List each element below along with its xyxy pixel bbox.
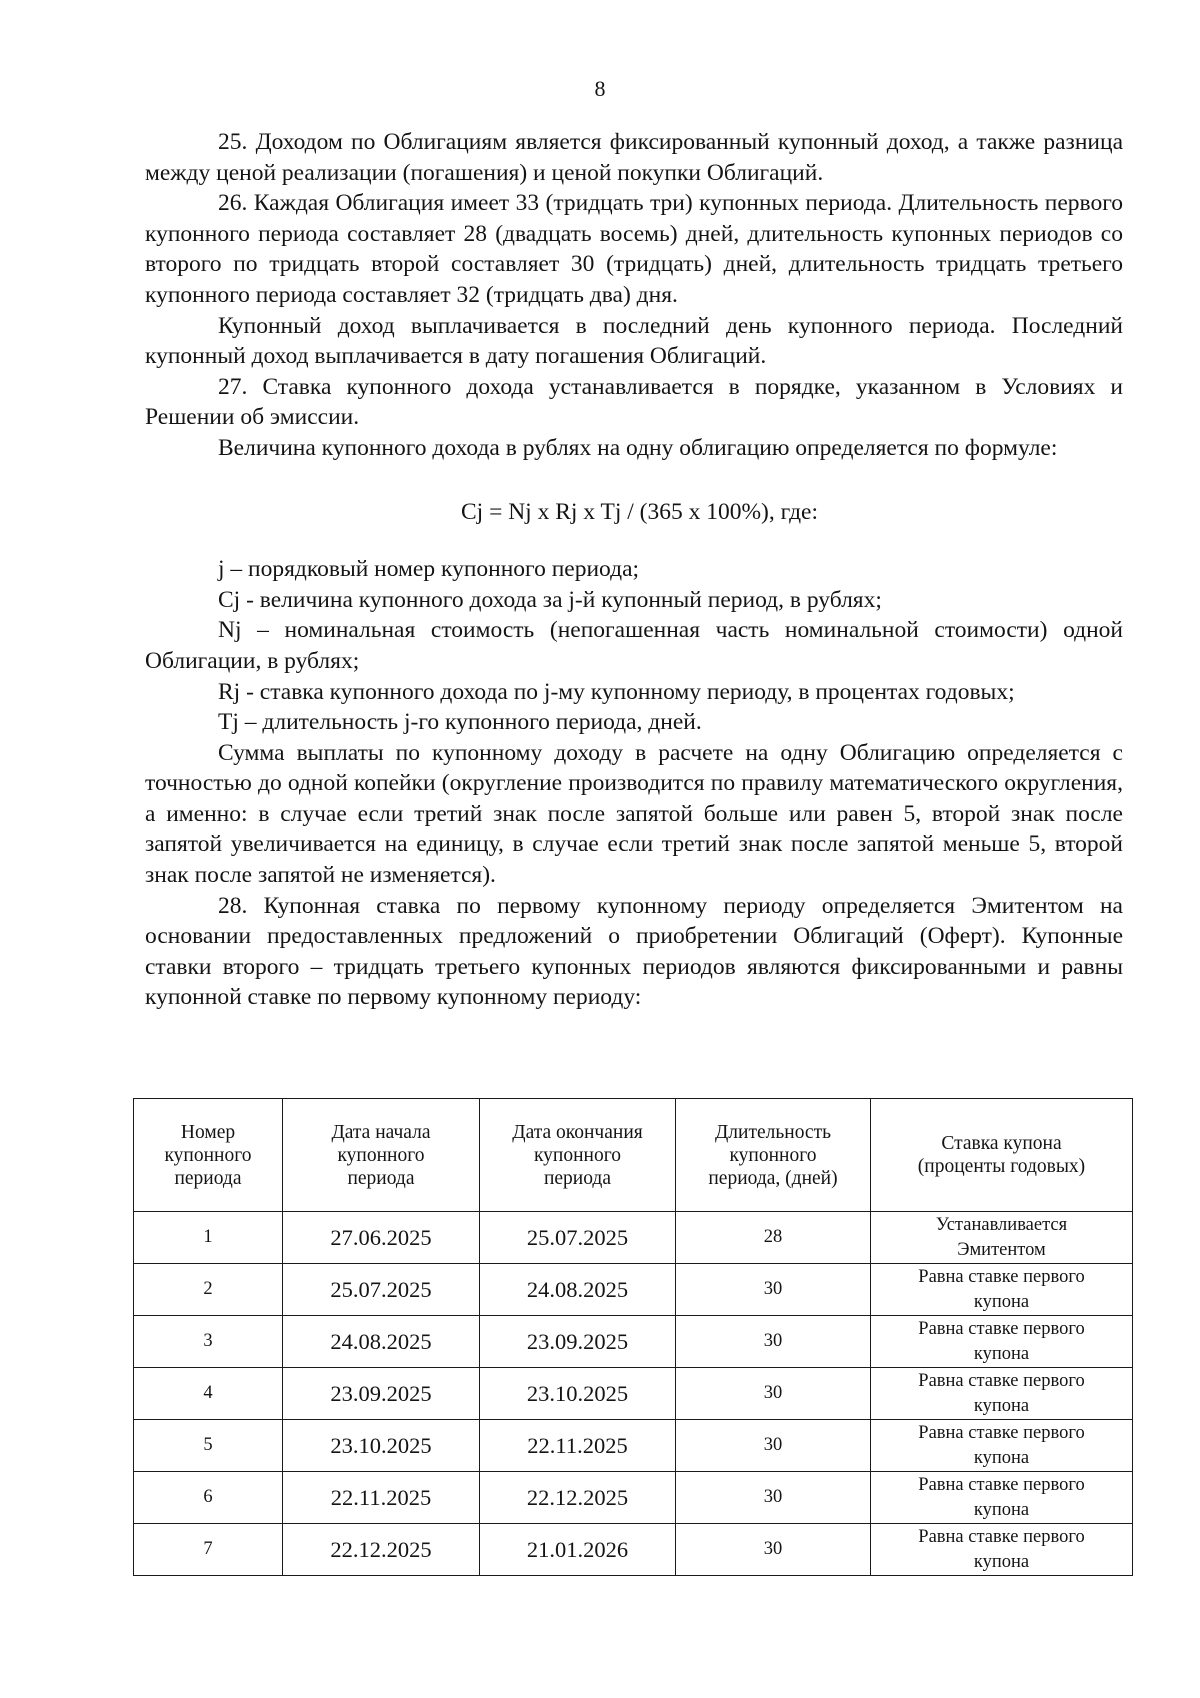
table-row (134, 1524, 1133, 1576)
paragraph-coupon-payment: Купонный доход выплачивается в последний день купонного периода. Последний купонный доход выплачивается в дату погашения Облигаций. (145, 312, 1123, 370)
table-row (134, 1212, 1133, 1264)
page-number: 8 (594, 76, 606, 101)
paragraph-26: 26. Каждая Облигация имеет 33 (тридцать три) купонных периода. Длительность первого купонного периода составляет 28 (двадцать восемь) дней, длительность купонных периодов со второго по тридцать второй составляет 30 (тридцать) дней, длительность тридцать третьего купонного периода составляет 32 (тридцать два) дня. (145, 190, 1123, 308)
table-header-row (134, 1099, 1133, 1212)
cell-end-date: 22.12.2025 (480, 1472, 676, 1524)
cell-end-date: 25.07.2025 (480, 1212, 676, 1264)
cell-period-number: 4 (134, 1368, 283, 1420)
cell-period-number: 5 (134, 1420, 283, 1472)
cell-coupon-rate: Равна ставке первого купона (871, 1316, 1133, 1368)
cell-coupon-rate: Равна ставке первого купона (871, 1420, 1133, 1472)
definition-j: j – порядковый номер купонного периода; (218, 556, 640, 583)
cell-start-date: 25.07.2025 (283, 1264, 480, 1316)
cell-coupon-rate: Равна ставке первого купона (871, 1264, 1133, 1316)
header-duration: Длительность купонного периода, (дней) (676, 1099, 871, 1212)
cell-end-date: 23.09.2025 (480, 1316, 676, 1368)
table-row (134, 1420, 1133, 1472)
cell-duration: 30 (676, 1472, 871, 1524)
cell-duration: 30 (676, 1524, 871, 1576)
header-start-date: Дата начала купонного периода (283, 1099, 480, 1212)
cell-period-number: 1 (134, 1212, 283, 1264)
paragraph-rounding: Сумма выплаты по купонному доходу в расчете на одну Облигацию определяется с точностью до одной копейки (округление производится по правилу математического округления, а именно: в случае если третий знак после запятой больше или равен 5, второй знак после запятой увеличивается на единицу, в случае если третий знак после запятой меньше 5, второй знак после запятой не изменяется). (145, 739, 1123, 889)
cell-end-date: 24.08.2025 (480, 1264, 676, 1316)
cell-start-date: 23.10.2025 (283, 1420, 480, 1472)
paragraph-28: 28. Купонная ставка по первому купонному периоду определяется Эмитентом на основании предоставленных предложений о приобретении Облигаций (Оферт). Купонные ставки второго – тридцать третьего купонных периодов являются фиксированными и равны купонной ставке по первому купонному периоду: (145, 892, 1123, 1011)
paragraph-formula-intro: Величина купонного дохода в рублях на одну облигацию определяется по формуле: (218, 434, 1058, 461)
cell-duration: 30 (676, 1264, 871, 1316)
cell-period-number: 3 (134, 1316, 283, 1368)
header-end-date: Дата окончания купонного периода (480, 1099, 676, 1212)
cell-period-number: 2 (134, 1264, 283, 1316)
cell-end-date: 23.10.2025 (480, 1368, 676, 1420)
definition-cj: Cj - величина купонного дохода за j-й купонный период, в рублях; (218, 586, 882, 613)
table-row (134, 1316, 1133, 1368)
definition-rj: Rj - ставка купонного дохода по j-му купонному периоду, в процентах годовых; (218, 678, 1015, 705)
cell-end-date: 21.01.2026 (480, 1524, 676, 1576)
cell-coupon-rate: Равна ставке первого купона (871, 1368, 1133, 1420)
cell-start-date: 24.08.2025 (283, 1316, 480, 1368)
cell-duration: 28 (676, 1212, 871, 1264)
definition-nj: Nj – номинальная стоимость (непогашенная часть номинальной стоимости) одной Облигации, в рублях; (145, 617, 1123, 674)
table-row (134, 1472, 1133, 1524)
table-row (134, 1264, 1133, 1316)
cell-end-date: 22.11.2025 (480, 1420, 676, 1472)
cell-coupon-rate: Равна ставке первого купона (871, 1524, 1133, 1576)
cell-start-date: 22.11.2025 (283, 1472, 480, 1524)
cell-coupon-rate: Равна ставке первого купона (871, 1472, 1133, 1524)
coupon-schedule-table (133, 1098, 1133, 1576)
cell-duration: 30 (676, 1316, 871, 1368)
cell-start-date: 22.12.2025 (283, 1524, 480, 1576)
definition-tj: Tj – длительность j-го купонного периода, дней. (218, 709, 702, 736)
cell-period-number: 7 (134, 1524, 283, 1576)
paragraph-25: 25. Доходом по Облигациям является фиксированный купонный доход, а также разница между ценой реализации (погашения) и ценой покупки Облигаций. (145, 129, 1123, 186)
cell-period-number: 6 (134, 1472, 283, 1524)
document-body (145, 127, 1123, 1013)
cell-start-date: 27.06.2025 (283, 1212, 480, 1264)
table-row (134, 1368, 1133, 1420)
header-coupon-rate: Ставка купона (проценты годовых) (871, 1099, 1133, 1212)
cell-duration: 30 (676, 1420, 871, 1472)
header-period-number: Номер купонного периода (134, 1099, 283, 1212)
paragraph-27: 27. Ставка купонного дохода устанавливается в порядке, указанном в Условиях и Решении об эмиссии. (145, 373, 1123, 431)
cell-coupon-rate: Устанавливается Эмитентом (871, 1212, 1133, 1264)
cell-start-date: 23.09.2025 (283, 1368, 480, 1420)
cell-duration: 30 (676, 1368, 871, 1420)
coupon-formula: Cj = Nj x Rj x Tj / (365 x 100%), где: (461, 498, 819, 525)
